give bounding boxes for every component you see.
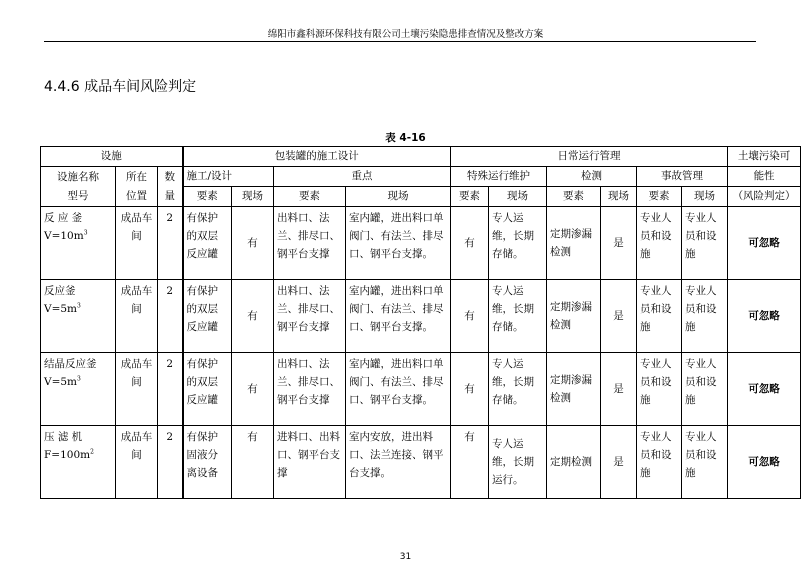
header-daily: 日常运行管理 xyxy=(451,147,728,167)
header-risk-bottom: （风险判定） xyxy=(728,187,801,207)
leaf-site: 现场 xyxy=(232,187,274,207)
header-rule xyxy=(44,41,756,42)
header-design: 包装罐的施工设计 xyxy=(183,147,451,167)
facility-name-cell: 反应釜 $V=5m^3$ xyxy=(41,280,116,353)
leaf-req: 要素 xyxy=(637,187,682,207)
detect-site-cell: 是 xyxy=(601,426,637,499)
construction-site-cell: 有 xyxy=(232,207,274,280)
header-accident: 事故管理 xyxy=(637,167,728,187)
construction-site-cell: 有 xyxy=(232,353,274,426)
leaf-req: 要素 xyxy=(451,187,489,207)
construction-site-cell: 有 xyxy=(232,426,274,499)
accident-site-cell: 专业人员和设施 xyxy=(682,353,728,426)
construction-req-cell: 有保护的双层反应罐 xyxy=(183,353,232,426)
table-row xyxy=(41,207,801,280)
section-title: 4.4.6 成品车间风险判定 xyxy=(44,79,197,95)
leaf-req: 要素 xyxy=(183,187,232,207)
qty-cell: 2 xyxy=(158,426,183,499)
leaf-site: 现场 xyxy=(682,187,728,207)
header-risk-top: 土壤污染可 xyxy=(728,147,801,167)
accident-req-cell: 专业人员和设施 xyxy=(637,353,682,426)
header-qty: 数 量 xyxy=(158,167,183,207)
focus-site-cell: 室内罐，进出料口单阀门、有法兰、排尽口、钢平台支撑。 xyxy=(346,207,451,280)
focus-site-cell: 室内罐，进出料口单阀门、有法兰、排尽口、钢平台支撑。 xyxy=(346,353,451,426)
page-number: 31 xyxy=(399,552,412,562)
risk-cell: 可忽略 xyxy=(728,207,801,280)
focus-req-cell: 出料口、法兰、排尽口、钢平台支撑 xyxy=(274,207,346,280)
table-caption: 表 4-16 xyxy=(385,132,426,144)
risk-cell: 可忽略 xyxy=(728,426,801,499)
leaf-site: 现场 xyxy=(346,187,451,207)
qty-cell: 2 xyxy=(158,353,183,426)
location-cell: 成品车间 xyxy=(116,207,158,280)
maint-site-cell: 专人运维，长期存储。 xyxy=(489,280,547,353)
detect-req-cell: 定期渗漏检测 xyxy=(547,207,601,280)
focus-req-cell: 出料口、法兰、排尽口、钢平台支撑 xyxy=(274,353,346,426)
facility-name-cell: 压 滤 机 $F=100m^2$ xyxy=(41,426,116,499)
header-special-maint: 特殊运行维护 xyxy=(451,167,547,187)
accident-site-cell: 专业人员和设施 xyxy=(682,207,728,280)
maint-req-cell: 有 xyxy=(451,280,489,353)
location-cell: 成品车间 xyxy=(116,280,158,353)
facility-name-cell: 结晶反应釜 $V=5m^3$ xyxy=(41,353,116,426)
focus-site-cell: 室内安放，进出料口、法兰连接、钢平台支撑。 xyxy=(346,426,451,499)
accident-req-cell: 专业人员和设施 xyxy=(637,426,682,499)
table-row xyxy=(41,426,801,499)
qty-cell: 2 xyxy=(158,280,183,353)
qty-cell: 2 xyxy=(158,207,183,280)
header-location: 所在 位置 xyxy=(116,167,158,207)
header-detection: 检测 xyxy=(547,167,637,187)
facility-name-cell: 反 应 釜 $V=10m^3$ xyxy=(41,207,116,280)
focus-site-cell: 室内罐，进出料口单阀门、有法兰、排尽口、钢平台支撑。 xyxy=(346,280,451,353)
leaf-site: 现场 xyxy=(489,187,547,207)
header-name: 设施名称 型号 xyxy=(41,167,116,207)
header-focus: 重点 xyxy=(274,167,451,187)
header-construction: 施工/设计 xyxy=(183,167,274,187)
accident-site-cell: 专业人员和设施 xyxy=(682,280,728,353)
detect-site-cell: 是 xyxy=(601,353,637,426)
construction-req-cell: 有保护固液分离设备 xyxy=(183,426,232,499)
detect-req-cell: 定期渗漏检测 xyxy=(547,353,601,426)
construction-site-cell: 有 xyxy=(232,280,274,353)
table-row xyxy=(41,280,801,353)
detect-site-cell: 是 xyxy=(601,207,637,280)
maint-site-cell: 专人运维，长期存储。 xyxy=(489,207,547,280)
page-header: 绵阳市鑫科源环保科技有限公司土壤污染隐患排查情况及整改方案 xyxy=(267,29,544,40)
risk-cell: 可忽略 xyxy=(728,353,801,426)
detect-req-cell: 定期检测 xyxy=(547,426,601,499)
maint-site-cell: 专人运维，长期运行。 xyxy=(489,426,547,499)
maint-req-cell: 有 xyxy=(451,207,489,280)
maint-site-cell: 专人运维，长期存储。 xyxy=(489,353,547,426)
table-row xyxy=(41,353,801,426)
header-facility: 设施 xyxy=(41,147,183,167)
accident-req-cell: 专业人员和设施 xyxy=(637,207,682,280)
maint-req-cell: 有 xyxy=(451,353,489,426)
focus-req-cell: 出料口、法兰、排尽口、钢平台支撑 xyxy=(274,280,346,353)
accident-site-cell: 专业人员和设施 xyxy=(682,426,728,499)
risk-assessment-table xyxy=(40,146,801,499)
leaf-site: 现场 xyxy=(601,187,637,207)
risk-cell: 可忽略 xyxy=(728,280,801,353)
leaf-req: 要素 xyxy=(274,187,346,207)
accident-req-cell: 专业人员和设施 xyxy=(637,280,682,353)
location-cell: 成品车间 xyxy=(116,353,158,426)
detect-req-cell: 定期渗漏检测 xyxy=(547,280,601,353)
focus-req-cell: 进料口、出料口、钢平台支撑 xyxy=(274,426,346,499)
construction-req-cell: 有保护的双层反应罐 xyxy=(183,207,232,280)
detect-site-cell: 是 xyxy=(601,280,637,353)
leaf-req: 要素 xyxy=(547,187,601,207)
header-risk-mid: 能性 xyxy=(728,167,801,187)
maint-req-cell: 有 xyxy=(451,426,489,499)
construction-req-cell: 有保护的双层反应罐 xyxy=(183,280,232,353)
location-cell: 成品车间 xyxy=(116,426,158,499)
